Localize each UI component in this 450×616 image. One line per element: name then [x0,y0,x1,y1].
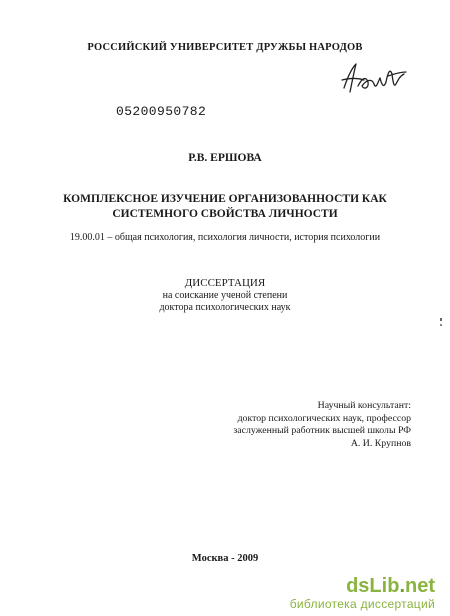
watermark-logo [290,575,435,597]
thesis-title-line-1: КОМПЛЕКСНОЕ ИЗУЧЕНИЕ ОРГАНИЗОВАННОСТИ КАК [63,193,387,205]
dissertation-type: ДИССЕРТАЦИЯ [184,277,266,289]
specialty-code: 19.00.01 – общая психология, психология личности, история психологии [69,232,381,243]
scan-mark [440,318,442,321]
scan-mark [440,324,442,326]
degree-purpose-line-1: на соискание ученой степени [162,290,288,301]
watermark-logo-part2: net [405,575,435,597]
consultant-degree: доктор психологических наук, профессор [237,412,411,424]
consultant-heading: Научный консультант: [317,400,411,411]
scientific-consultant [191,400,411,450]
thesis-title-line-2: СИСТЕМНОГО СВОЙСТВА ЛИЧНОСТИ [112,208,338,220]
consultant-name: А. И. Крупнов [350,437,411,449]
watermark [290,575,435,611]
author-name: Р.В. ЕРШОВА [188,152,262,164]
city-year: Москва - 2009 [191,553,259,564]
dissertation-block [0,277,450,314]
watermark-logo-dot: . [399,575,405,597]
degree-purpose-line-2: доктора психологических наук [159,302,291,313]
watermark-logo-part1: dsLib [346,575,400,597]
catalog-number: 05200950782 [116,104,207,119]
watermark-tagline: библиотека диссертаций [289,597,435,611]
signature-icon [338,58,410,100]
thesis-title [0,192,450,222]
university-name: РОССИЙСКИЙ УНИВЕРСИТЕТ ДРУЖБЫ НАРОДОВ [87,42,363,53]
consultant-honor: заслуженный работник высшей школы РФ [233,425,411,436]
